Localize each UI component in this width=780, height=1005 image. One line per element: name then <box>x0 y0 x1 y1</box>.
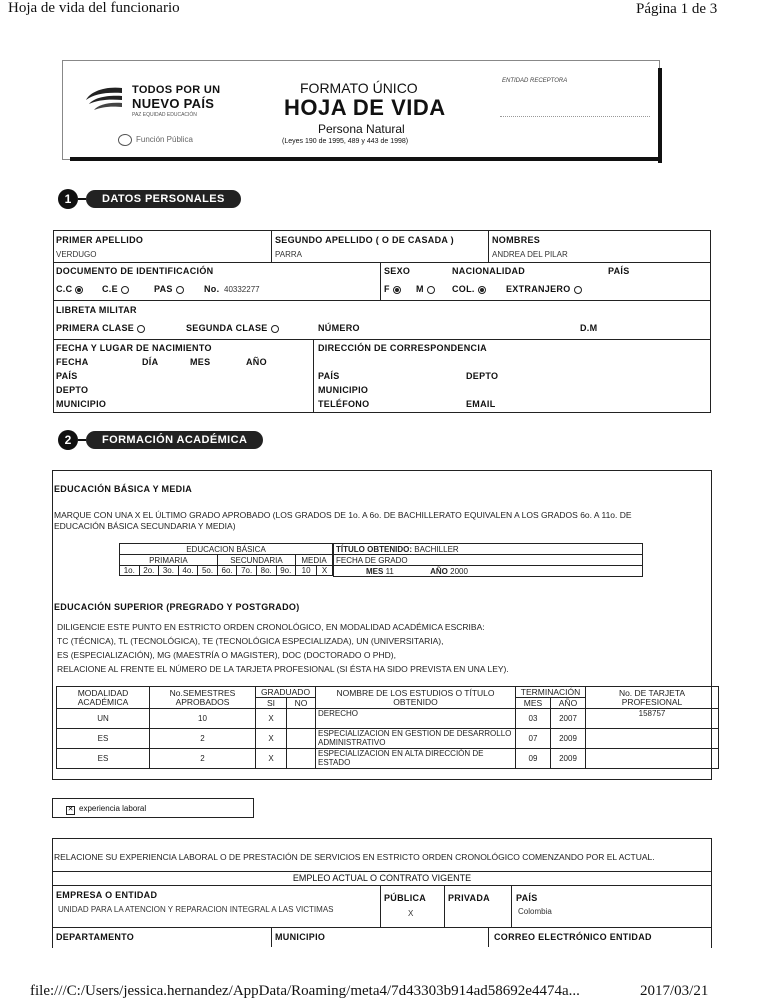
mes-grado-value[interactable]: 11 <box>385 566 394 576</box>
titulo-value[interactable]: BACHILLER <box>414 544 459 554</box>
basica-title: EDUCACIÓN BÁSICA Y MEDIA <box>54 484 193 494</box>
privada-label: PRIVADA <box>448 893 490 903</box>
sexo-f[interactable] <box>384 284 401 294</box>
empresa-value[interactable]: UNIDAD PARA LA ATENCION Y REPARACION INTEGRAL A LAS VICTIMAS <box>58 905 334 914</box>
form-header-shadow <box>658 68 662 163</box>
nacimiento-label: FECHA Y LUGAR DE NACIMIENTO <box>56 343 212 353</box>
th-terminacion: TERMINACIÓN <box>516 687 586 698</box>
th-tarjeta: No. DE TARJETA PROFESIONAL <box>586 687 719 709</box>
sexo-label: SEXO <box>384 266 411 276</box>
pais-label: PAÍS <box>608 266 630 276</box>
experiencia-intro: RELACIONE SU EXPERIENCIA LABORAL O DE PRESTACIÓN DE SERVICIOS EN ESTRICTO ORDEN CRONOLÓGICO COMENZANDO POR EL ACTUAL. <box>54 852 655 862</box>
pais-dir-label: PAÍS <box>318 371 340 381</box>
grade-cell[interactable]: 3o. <box>159 566 179 576</box>
form-header-shadow-bottom <box>70 157 662 161</box>
municipio-dir-label: MUNICIPIO <box>318 385 369 395</box>
grade-cell[interactable]: 5o. <box>198 566 218 576</box>
f-label: F <box>384 284 390 294</box>
experiencia-tab-text: experiencia laboral <box>79 804 147 813</box>
sup-line-4: RELACIONE AL FRENTE EL NÚMERO DE LA TARJETA PROFESIONAL (SI ÉSTA HA SIDO PREVISTA EN UNA LEY). <box>57 664 509 674</box>
extranjero-radio[interactable] <box>574 286 582 294</box>
municipio-nac-label: MUNICIPIO <box>56 399 107 409</box>
grade-cell[interactable]: X <box>317 566 333 576</box>
cell-modalidad[interactable]: UN <box>57 709 150 729</box>
section-1-number: 1 <box>58 189 78 209</box>
form-subtitle: Persona Natural <box>318 122 405 136</box>
cc-label: C.C <box>56 284 73 294</box>
nombres-label: NOMBRES <box>492 235 541 245</box>
primera-clase-radio[interactable] <box>137 325 145 333</box>
segunda-clase[interactable] <box>186 323 279 333</box>
mes-label: MES <box>190 357 211 367</box>
cell-si[interactable]: X <box>256 749 287 769</box>
primera-clase-label: PRIMERA CLASE <box>56 323 135 333</box>
empresa-label: EMPRESA O ENTIDAD <box>56 890 158 900</box>
section-1-header <box>58 189 241 209</box>
basica-text-1: MARQUE CON UNA X EL ÚLTIMO GRADO APROBADO (LOS GRADOS DE 1o. A 6o. DE BACHILLERATO EQUIVALEN A LOS GRADOS 6o. A 11o. DE <box>54 510 632 520</box>
pas-radio[interactable] <box>176 286 184 294</box>
th-mes: MES <box>516 698 551 709</box>
th-semestres: No.SEMESTRES APROBADOS <box>150 687 256 709</box>
col-label: COL. <box>452 284 475 294</box>
nacionalidad-label: NACIONALIDAD <box>452 266 526 276</box>
cell-mes[interactable]: 03 <box>516 709 551 729</box>
dia-label: DÍA <box>142 357 159 367</box>
logo-line2: NUEVO PAÍS <box>132 96 215 111</box>
titulo-table <box>333 543 643 577</box>
th-si: SI <box>256 698 287 709</box>
ce-radio[interactable] <box>121 286 129 294</box>
page-number: Página 1 de 3 <box>636 1 718 17</box>
dm-label: D.M <box>580 323 598 333</box>
page-header-title: Hoja de vida del funcionario <box>8 0 180 16</box>
th-nombre: NOMBRE DE LOS ESTUDIOS O TÍTULO OBTENIDO <box>316 687 516 709</box>
cell-semestres[interactable]: 10 <box>150 709 256 729</box>
publica-label: PÚBLICA <box>384 893 427 903</box>
th-graduado: GRADUADO <box>256 687 316 698</box>
entidad-receptora: ENTIDAD RECEPTORA <box>502 78 568 84</box>
logo-line3: PAZ EQUIDAD EDUCACIÓN <box>132 112 197 118</box>
entidad-line <box>500 116 650 117</box>
section-2-number: 2 <box>58 430 78 450</box>
nac-extranjero[interactable] <box>506 284 582 294</box>
eb-media: MEDIA <box>296 555 333 566</box>
doc-type-ce[interactable] <box>102 284 129 294</box>
extranjero-label: EXTRANJERO <box>506 284 571 294</box>
anio-grado-value[interactable]: 2000 <box>450 566 468 576</box>
checkbox-icon: ✕ <box>67 806 74 813</box>
f-radio[interactable] <box>393 286 401 294</box>
cell-mes[interactable]: 07 <box>516 729 551 749</box>
seal-icon <box>118 134 132 146</box>
municipio-exp-label: MUNICIPIO <box>275 932 326 942</box>
form-title: HOJA DE VIDA <box>284 95 446 120</box>
th-modalidad: MODALIDAD ACADÉMICA <box>57 687 150 709</box>
footer-path: file:///C:/Users/jessica.hernandez/AppData/Roaming/meta4/7d43303b914ad58692e4474a... <box>30 983 580 999</box>
doc-no-label: No. <box>204 284 220 294</box>
grade-cell[interactable]: 1o. <box>120 566 140 576</box>
education-row <box>57 749 719 769</box>
sup-line-3: ES (ESPECIALIZACIÓN), MG (MAESTRÍA O MAGISTER), DOC (DOCTORADO O PHD), <box>57 650 396 660</box>
cc-radio[interactable] <box>75 286 83 294</box>
cell-anio[interactable]: 2009 <box>551 749 586 769</box>
fecha-grado-label: FECHA DE GRADO <box>334 555 643 566</box>
doc-no-value[interactable]: 40332277 <box>224 285 260 294</box>
cell-semestres[interactable]: 2 <box>150 729 256 749</box>
logo-sub: Función Pública <box>136 135 193 144</box>
titulo-label: TÍTULO OBTENIDO: <box>336 544 412 554</box>
pas-label: PAS <box>154 284 173 294</box>
eb-primaria: PRIMARIA <box>120 555 218 566</box>
segunda-clase-label: SEGUNDA CLASE <box>186 323 268 333</box>
m-radio[interactable] <box>427 286 435 294</box>
grade-cell[interactable]: 7o. <box>237 566 257 576</box>
cell-tarjeta[interactable]: 158757 <box>586 709 719 729</box>
cell-semestres[interactable]: 2 <box>150 749 256 769</box>
nombres-value[interactable]: ANDREA DEL PILAR <box>492 250 568 259</box>
primer-apellido-value[interactable]: VERDUGO <box>56 250 97 259</box>
cell-no[interactable] <box>287 709 316 729</box>
cell-nombre[interactable]: DERECHO <box>316 709 516 729</box>
form-formato: FORMATO ÚNICO <box>300 80 418 96</box>
educacion-superior-table <box>56 686 719 769</box>
libreta-label: LIBRETA MILITAR <box>56 305 137 315</box>
datos-personales-box <box>53 230 711 413</box>
th-no: NO <box>287 698 316 709</box>
segundo-apellido-value[interactable]: PARRA <box>275 250 302 259</box>
cell-anio[interactable]: 2007 <box>551 709 586 729</box>
cell-si[interactable]: X <box>256 729 287 749</box>
publica-value[interactable]: X <box>408 909 414 918</box>
correo-label: CORREO ELECTRÓNICO ENTIDAD <box>494 932 652 942</box>
section-2-header <box>58 430 263 450</box>
education-row <box>57 709 719 729</box>
cell-mes[interactable]: 09 <box>516 749 551 769</box>
empleo-actual: EMPLEO ACTUAL O CONTRATO VIGENTE <box>292 873 472 883</box>
cell-no[interactable] <box>287 749 316 769</box>
grade-cell[interactable]: 4o. <box>178 566 198 576</box>
nac-col[interactable] <box>452 284 486 294</box>
cell-anio[interactable]: 2009 <box>551 729 586 749</box>
education-row <box>57 729 719 749</box>
primera-clase[interactable] <box>56 323 145 333</box>
form-laws: (Leyes 190 de 1995, 489 y 443 de 1998) <box>282 138 409 145</box>
pais-exp-value[interactable]: Colombia <box>518 907 552 916</box>
pais-exp-label: PAÍS <box>516 893 538 903</box>
m-label: M <box>416 284 424 294</box>
grade-cell[interactable]: 10 <box>296 566 317 576</box>
section-2-title: FORMACIÓN ACADÉMICA <box>86 431 263 449</box>
cell-nombre[interactable]: ESPECIALIZACION EN GESTION DE DESARROLLO ADMINISTRATIVO <box>316 729 516 749</box>
ce-label: C.E <box>102 284 118 294</box>
section-1-title: DATOS PERSONALES <box>86 190 241 208</box>
departamento-label: DEPARTAMENTO <box>56 932 135 942</box>
depto-dir-label: DEPTO <box>466 371 499 381</box>
anio-grado-label: AÑO <box>430 566 448 576</box>
cell-modalidad[interactable]: ES <box>57 749 150 769</box>
basica-text-2: EDUCACIÓN BÁSICA SECUNDARIA Y MEDIA) <box>54 521 236 531</box>
cell-si[interactable]: X <box>256 709 287 729</box>
sexo-m[interactable] <box>416 284 435 294</box>
educacion-basica-table <box>119 543 333 576</box>
logo-line1: TODOS POR UN <box>132 84 221 96</box>
cell-nombre[interactable]: ESPECIALIZACION EN ALTA DIRECCIÓN DE ESTADO <box>316 749 516 769</box>
mes-grado-label: MES <box>366 566 384 576</box>
doc-type-pas[interactable] <box>154 284 184 294</box>
grade-cell[interactable]: 8o. <box>256 566 276 576</box>
th-anio: AÑO <box>551 698 586 709</box>
documento-label: DOCUMENTO DE IDENTIFICACIÓN <box>56 266 214 276</box>
cell-modalidad[interactable]: ES <box>57 729 150 749</box>
telefono-label: TELÉFONO <box>318 399 370 409</box>
fecha-label: FECHA <box>56 357 89 367</box>
segundo-apellido-label: SEGUNDO APELLIDO ( O DE CASADA ) <box>275 235 454 245</box>
cell-no[interactable] <box>287 729 316 749</box>
primer-apellido-label: PRIMER APELLIDO <box>56 235 144 245</box>
numero-label: NÚMERO <box>318 323 360 333</box>
anio-label: AÑO <box>246 357 267 367</box>
experiencia-tab-label <box>66 804 146 815</box>
direccion-label: DIRECCIÓN DE CORRESPONDENCIA <box>318 343 487 353</box>
grade-cell[interactable]: 2o. <box>139 566 159 576</box>
segunda-clase-radio[interactable] <box>271 325 279 333</box>
email-label: EMAIL <box>466 399 496 409</box>
cell-tarjeta[interactable] <box>586 749 719 769</box>
col-radio[interactable] <box>478 286 486 294</box>
eb-secundaria: SECUNDARIA <box>217 555 295 566</box>
sup-line-1: DILIGENCIE ESTE PUNTO EN ESTRICTO ORDEN CRONOLÓGICO, EN MODALIDAD ACADÉMICA ESCRIBA: <box>57 622 485 632</box>
pais-nac-label: PAÍS <box>56 371 78 381</box>
eb-header: EDUCACION BÁSICA <box>120 544 333 555</box>
sup-line-2: TC (TÉCNICA), TL (TECNOLÓGICA), TE (TECNOLÓGICA ESPECIALIZADA), UN (UNIVERSITARIA), <box>57 636 444 646</box>
cell-tarjeta[interactable] <box>586 729 719 749</box>
superior-title: EDUCACIÓN SUPERIOR (PREGRADO Y POSTGRADO) <box>54 602 300 612</box>
grade-cell[interactable]: 6o. <box>217 566 237 576</box>
grade-cell[interactable]: 9o. <box>276 566 296 576</box>
doc-type-cc[interactable] <box>56 284 83 294</box>
colombia-logo-icon <box>84 84 124 114</box>
footer-date: 2017/03/21 <box>640 983 709 999</box>
depto-nac-label: DEPTO <box>56 385 89 395</box>
